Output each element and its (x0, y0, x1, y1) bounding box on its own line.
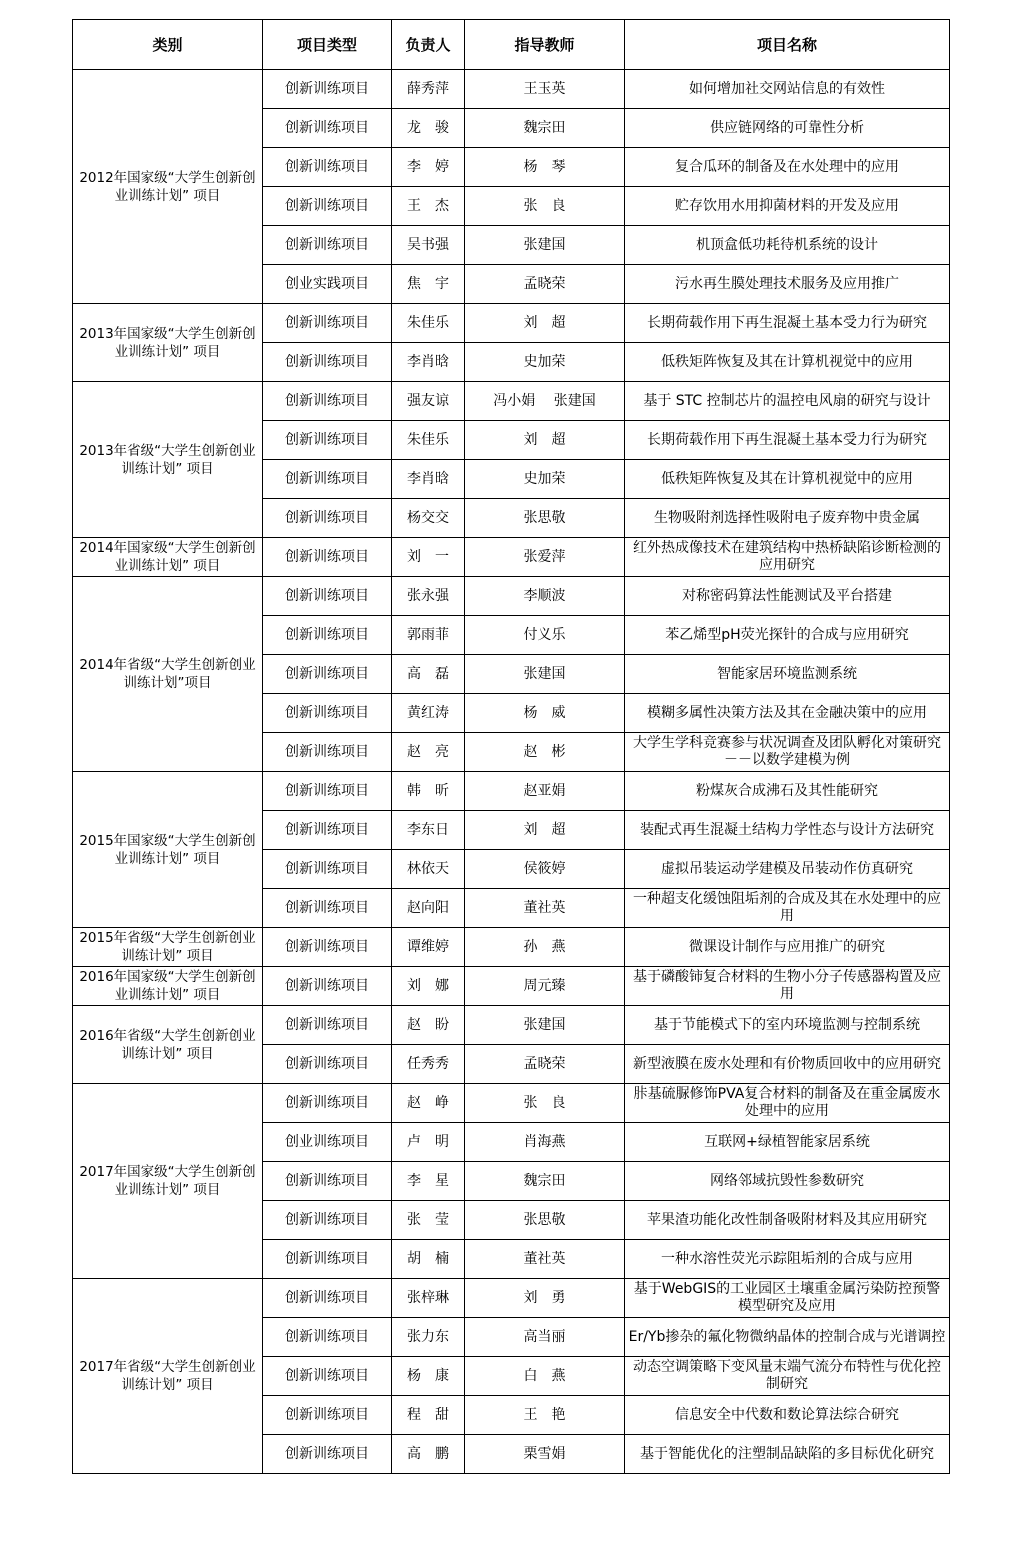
project-type-cell: 创新训练项目 (263, 460, 392, 499)
project-name-cell: 对称密码算法性能测试及平台搭建 (625, 577, 950, 616)
project-type-cell: 创新训练项目 (263, 655, 392, 694)
advisor-cell: 刘 超 (465, 304, 625, 343)
leader-cell: 李 婷 (392, 148, 465, 187)
project-name-cell: 生物吸附剂选择性吸附电子废弃物中贵金属 (625, 499, 950, 538)
header-project-type: 项目类型 (263, 20, 392, 70)
leader-cell: 郭雨菲 (392, 616, 465, 655)
leader-cell: 张梓琳 (392, 1279, 465, 1318)
project-type-cell: 创新训练项目 (263, 577, 392, 616)
header-category: 类别 (73, 20, 263, 70)
project-name-cell: 装配式再生混凝土结构力学性态与设计方法研究 (625, 811, 950, 850)
advisor-cell: 张思敬 (465, 499, 625, 538)
advisor-cell: 赵 彬 (465, 733, 625, 772)
project-type-cell: 创新训练项目 (263, 1396, 392, 1435)
leader-cell: 赵 峥 (392, 1084, 465, 1123)
category-cell: 2013年国家级“大学生创新创业训练计划” 项目 (73, 304, 263, 382)
leader-cell: 李肖晗 (392, 460, 465, 499)
advisor-cell: 王 艳 (465, 1396, 625, 1435)
project-type-cell: 创新训练项目 (263, 1435, 392, 1474)
advisor-cell: 冯小娟 张建国 (465, 382, 625, 421)
leader-cell: 程 甜 (392, 1396, 465, 1435)
project-type-cell: 创新训练项目 (263, 616, 392, 655)
project-name-cell: 长期荷载作用下再生混凝土基本受力行为研究 (625, 421, 950, 460)
advisor-cell: 张建国 (465, 655, 625, 694)
project-type-cell: 创新训练项目 (263, 1162, 392, 1201)
project-type-cell: 创新训练项目 (263, 889, 392, 928)
header-row (73, 20, 950, 70)
leader-cell: 黄红涛 (392, 694, 465, 733)
project-name-cell: 一种水溶性荧光示踪阻垢剂的合成与应用 (625, 1240, 950, 1279)
category-cell: 2014年省级“大学生创新创业训练计划”项目 (73, 577, 263, 772)
table-row (73, 928, 950, 967)
table-row (73, 304, 950, 343)
advisor-cell: 张 良 (465, 1084, 625, 1123)
project-type-cell: 创新训练项目 (263, 1318, 392, 1357)
project-type-cell: 创新训练项目 (263, 1084, 392, 1123)
project-name-cell: 粉煤灰合成沸石及其性能研究 (625, 772, 950, 811)
leader-cell: 龙 骏 (392, 109, 465, 148)
project-name-cell: 机顶盒低功耗待机系统的设计 (625, 226, 950, 265)
table-row (73, 1084, 950, 1123)
leader-cell: 高 磊 (392, 655, 465, 694)
project-type-cell: 创新训练项目 (263, 226, 392, 265)
project-type-cell: 创新训练项目 (263, 382, 392, 421)
project-type-cell: 创业训练项目 (263, 1123, 392, 1162)
project-name-cell: 网络邻域抗毁性参数研究 (625, 1162, 950, 1201)
project-name-cell: 动态空调策略下变风量末端气流分布特性与优化控制研究 (625, 1357, 950, 1396)
leader-cell: 薛秀萍 (392, 70, 465, 109)
project-type-cell: 创新训练项目 (263, 772, 392, 811)
leader-cell: 卢 明 (392, 1123, 465, 1162)
advisor-cell: 张建国 (465, 1006, 625, 1045)
leader-cell: 朱佳乐 (392, 421, 465, 460)
table-row (73, 772, 950, 811)
project-type-cell: 创新训练项目 (263, 733, 392, 772)
advisor-cell: 周元臻 (465, 967, 625, 1006)
project-name-cell: 虚拟吊装运动学建模及吊装动作仿真研究 (625, 850, 950, 889)
advisor-cell: 杨 琴 (465, 148, 625, 187)
project-name-cell: 供应链网络的可靠性分析 (625, 109, 950, 148)
project-name-cell: 智能家居环境监测系统 (625, 655, 950, 694)
leader-cell: 韩 昕 (392, 772, 465, 811)
leader-cell: 杨 康 (392, 1357, 465, 1396)
project-name-cell: 贮存饮用水用抑菌材料的开发及应用 (625, 187, 950, 226)
advisor-cell: 李顺波 (465, 577, 625, 616)
category-cell: 2013年省级“大学生创新创业训练计划” 项目 (73, 382, 263, 538)
project-name-cell: 新型液膜在废水处理和有价物质回收中的应用研究 (625, 1045, 950, 1084)
leader-cell: 刘 娜 (392, 967, 465, 1006)
category-cell: 2016年国家级“大学生创新创业训练计划” 项目 (73, 967, 263, 1006)
table-row (73, 538, 950, 577)
project-type-cell: 创新训练项目 (263, 499, 392, 538)
leader-cell: 任秀秀 (392, 1045, 465, 1084)
project-name-cell: 污水再生膜处理技术服务及应用推广 (625, 265, 950, 304)
table-row (73, 577, 950, 616)
project-name-cell: 基于智能优化的注塑制品缺陷的多目标优化研究 (625, 1435, 950, 1474)
advisor-cell: 张建国 (465, 226, 625, 265)
project-type-cell: 创新训练项目 (263, 967, 392, 1006)
category-cell: 2014年国家级“大学生创新创业训练计划” 项目 (73, 538, 263, 577)
header-leader: 负责人 (392, 20, 465, 70)
category-cell: 2012年国家级“大学生创新创业训练计划” 项目 (73, 70, 263, 304)
category-cell: 2017年省级“大学生创新创业训练计划” 项目 (73, 1279, 263, 1474)
table-row (73, 382, 950, 421)
project-type-cell: 创新训练项目 (263, 187, 392, 226)
project-type-cell: 创新训练项目 (263, 1240, 392, 1279)
advisor-cell: 白 燕 (465, 1357, 625, 1396)
leader-cell: 赵向阳 (392, 889, 465, 928)
project-type-cell: 创新训练项目 (263, 304, 392, 343)
advisor-cell: 杨 威 (465, 694, 625, 733)
project-name-cell: 基于WebGIS的工业园区土壤重金属污染防控预警模型研究及应用 (625, 1279, 950, 1318)
advisor-cell: 魏宗田 (465, 109, 625, 148)
project-name-cell: 复合瓜环的制备及在水处理中的应用 (625, 148, 950, 187)
advisor-cell: 高当丽 (465, 1318, 625, 1357)
leader-cell: 赵 盼 (392, 1006, 465, 1045)
advisor-cell: 侯筱婷 (465, 850, 625, 889)
advisor-cell: 张爱萍 (465, 538, 625, 577)
project-type-cell: 创业实践项目 (263, 265, 392, 304)
project-name-cell: 基于 STC 控制芯片的温控电风扇的研究与设计 (625, 382, 950, 421)
leader-cell: 刘 一 (392, 538, 465, 577)
project-name-cell: Er/Yb掺杂的氟化物微纳晶体的控制合成与光谱调控 (625, 1318, 950, 1357)
project-type-cell: 创新训练项目 (263, 1006, 392, 1045)
leader-cell: 张力东 (392, 1318, 465, 1357)
leader-cell: 吴书强 (392, 226, 465, 265)
project-name-cell: 信息安全中代数和数论算法综合研究 (625, 1396, 950, 1435)
project-name-cell: 低秩矩阵恢复及其在计算机视觉中的应用 (625, 343, 950, 382)
advisor-cell: 魏宗田 (465, 1162, 625, 1201)
project-type-cell: 创新训练项目 (263, 70, 392, 109)
leader-cell: 杨交交 (392, 499, 465, 538)
advisor-cell: 栗雪娟 (465, 1435, 625, 1474)
advisor-cell: 史加荣 (465, 460, 625, 499)
project-name-cell: 如何增加社交网站信息的有效性 (625, 70, 950, 109)
advisor-cell: 董社英 (465, 889, 625, 928)
project-name-cell: 低秩矩阵恢复及其在计算机视觉中的应用 (625, 460, 950, 499)
advisor-cell: 孙 燕 (465, 928, 625, 967)
advisor-cell: 肖海燕 (465, 1123, 625, 1162)
advisor-cell: 刘 超 (465, 421, 625, 460)
advisor-cell: 孟晓荣 (465, 1045, 625, 1084)
project-name-cell: 基于节能模式下的室内环境监测与控制系统 (625, 1006, 950, 1045)
project-type-cell: 创新训练项目 (263, 1357, 392, 1396)
project-name-cell: 红外热成像技术在建筑结构中热桥缺陷诊断检测的应用研究 (625, 538, 950, 577)
leader-cell: 林依天 (392, 850, 465, 889)
leader-cell: 胡 楠 (392, 1240, 465, 1279)
project-name-cell: 大学生学科竞赛参与状况调查及团队孵化对策研究－－以数学建模为例 (625, 733, 950, 772)
table-row (73, 70, 950, 109)
advisor-cell: 刘 勇 (465, 1279, 625, 1318)
leader-cell: 焦 宇 (392, 265, 465, 304)
header-advisor: 指导教师 (465, 20, 625, 70)
leader-cell: 朱佳乐 (392, 304, 465, 343)
table-row (73, 967, 950, 1006)
advisor-cell: 王玉英 (465, 70, 625, 109)
project-name-cell: 胩基硫脲修饰PVA复合材料的制备及在重金属废水处理中的应用 (625, 1084, 950, 1123)
table-body (73, 70, 950, 1474)
project-name-cell: 长期荷载作用下再生混凝土基本受力行为研究 (625, 304, 950, 343)
project-type-cell: 创新训练项目 (263, 343, 392, 382)
project-name-cell: 微课设计制作与应用推广的研究 (625, 928, 950, 967)
project-type-cell: 创新训练项目 (263, 421, 392, 460)
category-cell: 2015年国家级“大学生创新创业训练计划” 项目 (73, 772, 263, 928)
leader-cell: 李 星 (392, 1162, 465, 1201)
project-table (72, 19, 950, 1474)
advisor-cell: 董社英 (465, 1240, 625, 1279)
leader-cell: 李东日 (392, 811, 465, 850)
project-type-cell: 创新训练项目 (263, 109, 392, 148)
project-type-cell: 创新训练项目 (263, 538, 392, 577)
project-name-cell: 苹果渣功能化改性制备吸附材料及其应用研究 (625, 1201, 950, 1240)
project-type-cell: 创新训练项目 (263, 928, 392, 967)
leader-cell: 王 杰 (392, 187, 465, 226)
advisor-cell: 付义乐 (465, 616, 625, 655)
leader-cell: 张 莹 (392, 1201, 465, 1240)
leader-cell: 李肖晗 (392, 343, 465, 382)
leader-cell: 赵 亮 (392, 733, 465, 772)
advisor-cell: 张思敬 (465, 1201, 625, 1240)
project-type-cell: 创新训练项目 (263, 850, 392, 889)
project-name-cell: 基于磷酸铈复合材料的生物小分子传感器构置及应用 (625, 967, 950, 1006)
category-cell: 2017年国家级“大学生创新创业训练计划” 项目 (73, 1084, 263, 1279)
project-type-cell: 创新训练项目 (263, 694, 392, 733)
project-type-cell: 创新训练项目 (263, 811, 392, 850)
project-name-cell: 互联网+绿植智能家居系统 (625, 1123, 950, 1162)
table-row (73, 1006, 950, 1045)
category-cell: 2016年省级“大学生创新创业训练计划” 项目 (73, 1006, 263, 1084)
table-row (73, 1279, 950, 1318)
header-project-name: 项目名称 (625, 20, 950, 70)
project-name-cell: 一种超支化缓蚀阻垢剂的合成及其在水处理中的应用 (625, 889, 950, 928)
advisor-cell: 孟晓荣 (465, 265, 625, 304)
leader-cell: 张永强 (392, 577, 465, 616)
advisor-cell: 张 良 (465, 187, 625, 226)
project-name-cell: 模糊多属性决策方法及其在金融决策中的应用 (625, 694, 950, 733)
leader-cell: 强友谅 (392, 382, 465, 421)
advisor-cell: 史加荣 (465, 343, 625, 382)
project-type-cell: 创新训练项目 (263, 148, 392, 187)
project-name-cell: 苯乙烯型pH荧光探针的合成与应用研究 (625, 616, 950, 655)
project-type-cell: 创新训练项目 (263, 1045, 392, 1084)
project-type-cell: 创新训练项目 (263, 1279, 392, 1318)
advisor-cell: 赵亚娟 (465, 772, 625, 811)
project-type-cell: 创新训练项目 (263, 1201, 392, 1240)
leader-cell: 谭维婷 (392, 928, 465, 967)
advisor-cell: 刘 超 (465, 811, 625, 850)
category-cell: 2015年省级“大学生创新创业训练计划” 项目 (73, 928, 263, 967)
leader-cell: 高 鹏 (392, 1435, 465, 1474)
